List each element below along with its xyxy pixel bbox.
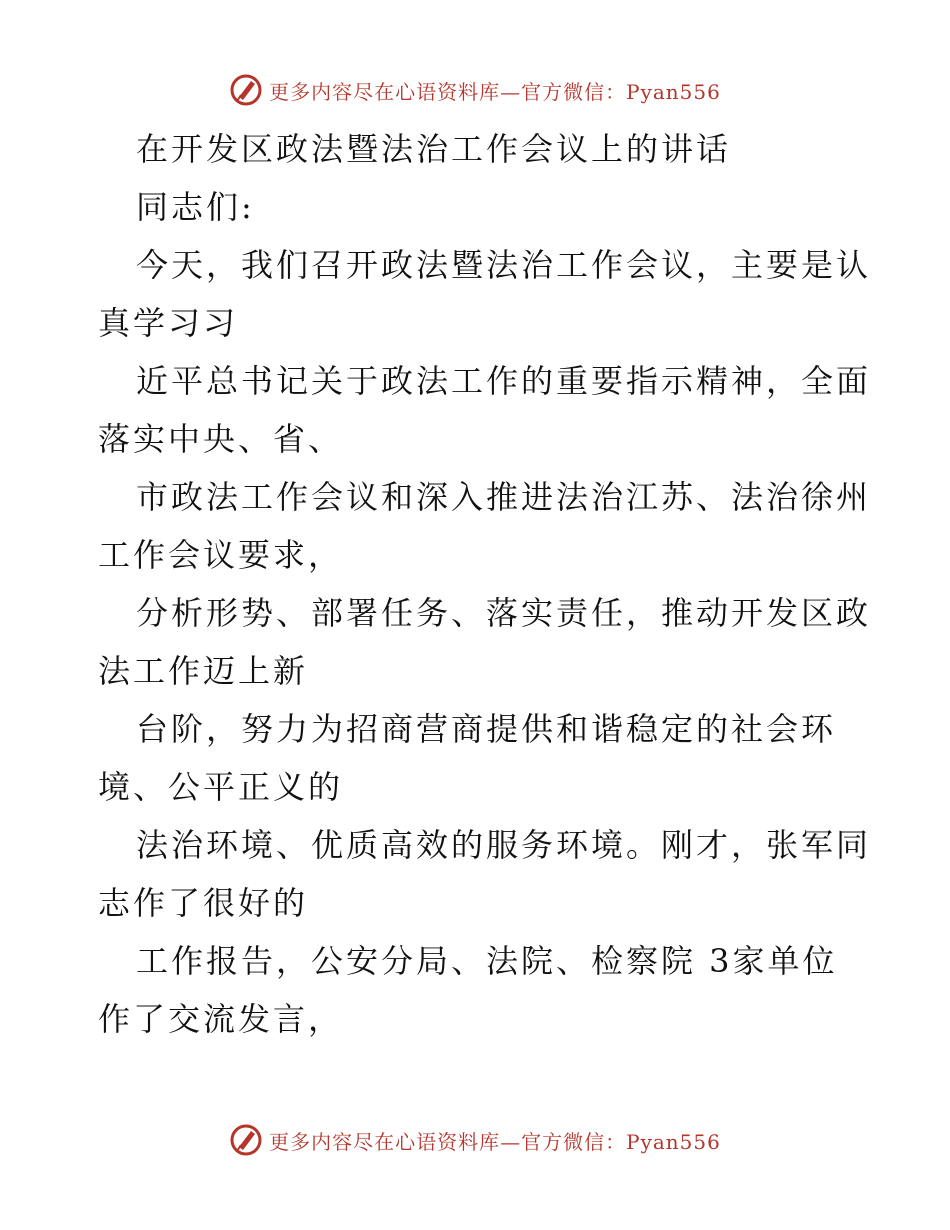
paragraph-line: 真学习习 [98,304,239,342]
paragraph-line: 境、公平正义的 [98,768,344,806]
header-banner [0,70,950,110]
paragraph-line: 台阶，努力为招商营商提供和谐稳定的社会环 [136,710,837,748]
paragraph-line: 法工作迈上新 [98,652,309,690]
paragraph-line: 法治环境、优质高效的服务环境。刚才，张军同 [136,826,872,864]
document-body [98,120,872,1048]
quill-pen-logo-icon [229,1123,263,1157]
document-title: 在开发区政法暨法治工作会议上的讲话 [136,130,732,168]
salutation: 同志们: [136,188,255,226]
paragraph-line: 近平总书记关于政法工作的重要指示精神，全面 [136,362,872,400]
footer-banner [0,1120,950,1160]
paragraph-line: 志作了很好的 [98,884,309,922]
paragraph-line: 工作会议要求， [98,536,344,574]
paragraph-line: 今天，我们召开政法暨法治工作会议，主要是认 [136,246,872,284]
quill-pen-logo-icon [229,73,263,107]
header-banner-text: 更多内容尽在心语资料库—官方微信：Pyan556 [269,79,721,104]
paragraph-line: 落实中央、省、 [98,420,344,458]
paragraph-line: 工作报告，公安分局、法院、检察院 3家单位 [136,942,838,980]
footer-banner-text: 更多内容尽在心语资料库—官方微信：Pyan556 [269,1129,721,1154]
paragraph-line: 市政法工作会议和深入推进法治江苏、法治徐州 [136,478,872,516]
paragraph-line: 分析形势、部署任务、落实责任，推动开发区政 [136,594,872,632]
paragraph-line: 作了交流发言， [98,1000,344,1038]
